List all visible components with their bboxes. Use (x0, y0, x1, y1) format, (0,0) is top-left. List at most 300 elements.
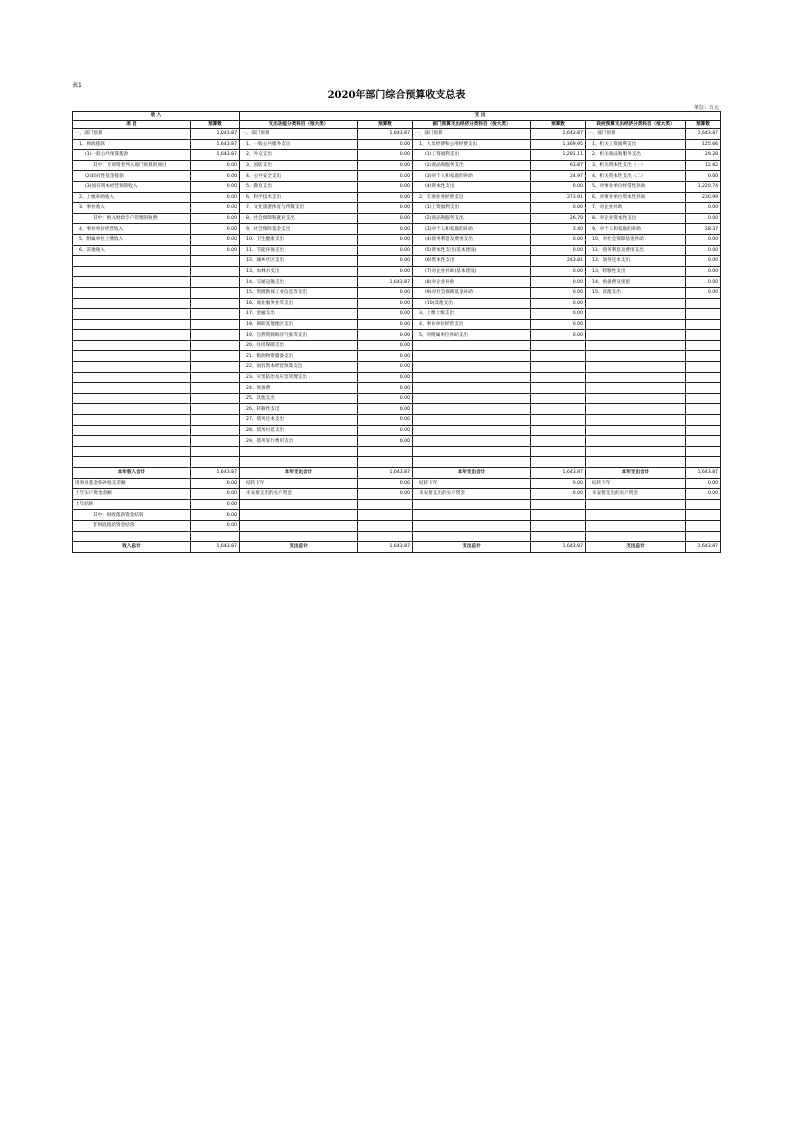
budget-amount-cell: 0.00 (358, 415, 413, 426)
table-row (73, 181, 721, 192)
item-name-cell: 结转下年 (240, 478, 358, 489)
budget-amount-cell: 1,643.87 (191, 139, 240, 150)
budget-amount-cell: 28.37 (686, 224, 721, 235)
budget-amount-cell: 0.00 (358, 298, 413, 309)
budget-amount-cell: 273.91 (531, 192, 586, 203)
item-name-cell: 27、债务还本支出 (240, 415, 358, 426)
item-name-cell: 13、转移性支出 (586, 266, 686, 277)
budget-amount-cell: 0.00 (358, 351, 413, 362)
expense-total-label: 本年支出合计 (413, 468, 531, 479)
item-name-cell: 5、对附属单位补助支出 (413, 330, 531, 341)
budget-amount-cell (191, 436, 240, 447)
budget-amount-cell (686, 436, 721, 447)
item-name-cell (413, 404, 531, 415)
budget-amount-cell: 0.00 (358, 340, 413, 351)
table-row (73, 383, 721, 394)
item-name-cell (586, 298, 686, 309)
budget-amount-cell: 0.00 (191, 171, 240, 182)
budget-amount-cell: 0.00 (358, 393, 413, 404)
item-name-cell: 未安排支出的实户资金 (586, 489, 686, 500)
item-name-cell: 2、外交支出 (240, 150, 358, 161)
table-row (73, 256, 721, 267)
income-grand-total-label: 收入总计 (73, 542, 191, 553)
item-name-cell: 其中：专项资金列入部门预算的项目 (73, 160, 191, 171)
item-name-cell: 23、灾害防治及应急管理支出 (240, 372, 358, 383)
unit-label: 单位：万元 (693, 105, 719, 111)
item-name-cell: 9、对个人和家庭的补助 (586, 224, 686, 235)
budget-amount-cell (686, 510, 721, 521)
item-name-cell: 一、部门预算 (73, 129, 191, 140)
item-name-cell: 15、其他支出 (586, 287, 686, 298)
table-row (73, 351, 721, 362)
item-name-cell: 25、其他支出 (240, 393, 358, 404)
budget-amount-cell: 0.00 (358, 383, 413, 394)
item-name-cell (73, 266, 191, 277)
budget-amount-cell: 0.00 (191, 520, 240, 531)
budget-amount-cell (191, 256, 240, 267)
budget-amount-cell: 0.00 (191, 224, 240, 235)
item-name-cell (413, 383, 531, 394)
item-name-cell: 11、节能环保支出 (240, 245, 358, 256)
item-name-cell (586, 383, 686, 394)
table-row (73, 404, 721, 415)
item-name-cell: 5、教育支出 (240, 181, 358, 192)
budget-amount-cell: 1,220.74 (686, 181, 721, 192)
item-name-cell: 12、债务还本支出 (586, 256, 686, 267)
budget-amount-cell (191, 277, 240, 288)
budget-amount-cell: 0.00 (686, 245, 721, 256)
item-name-cell: 6、科学技术支出 (240, 192, 358, 203)
expense-grand-total-label: 支出总计 (586, 542, 686, 553)
item-name-cell (73, 309, 191, 320)
budget-amount-cell: 0.00 (358, 192, 413, 203)
budget-amount-cell: 243.81 (531, 256, 586, 267)
item-name-cell: 6、其他收入 (73, 245, 191, 256)
budget-amount-cell (531, 340, 586, 351)
item-name-cell (413, 340, 531, 351)
budget-amount-cell: 0.00 (686, 478, 721, 489)
budget-header: 预算数 (191, 120, 240, 129)
budget-amount-cell: 0.00 (358, 203, 413, 214)
item-name-cell (73, 340, 191, 351)
table-row (73, 287, 721, 298)
budget-amount-cell (191, 372, 240, 383)
table-row (73, 510, 721, 521)
item-name-cell: (2)政府性基金拨款 (73, 171, 191, 182)
item-name-cell: 10、卫生健康支出 (240, 234, 358, 245)
budget-amount-cell: 0.00 (358, 362, 413, 373)
budget-amount-cell: 0.00 (531, 330, 586, 341)
budget-amount-cell (686, 298, 721, 309)
item-name-cell: 6、对事业单位资本性补助 (586, 192, 686, 203)
item-name-cell: 未安排支出的实户资金 (240, 489, 358, 500)
item-name-cell: 21、粮油物资储备支出 (240, 351, 358, 362)
item-name-cell: 非财政拨款资金结余 (73, 520, 191, 531)
item-name-cell: 上年结转 (73, 499, 191, 510)
budget-amount-cell: 1,643.87 (531, 129, 586, 140)
item-name-cell: (5)资本性支出(基本建设) (413, 245, 531, 256)
expense-grand-total-label: 支出总计 (413, 542, 531, 553)
table-row (73, 489, 721, 500)
expense-grand-total-value: 1,643.87 (531, 542, 586, 553)
item-name-cell: 上年实户资金余额 (73, 489, 191, 500)
item-name-cell: (9)对社会保障基金补助 (413, 287, 531, 298)
budget-amount-cell: 0.00 (531, 287, 586, 298)
budget-amount-cell: 1,643.87 (358, 277, 413, 288)
item-name-cell (413, 510, 531, 521)
budget-amount-cell: 0.00 (358, 404, 413, 415)
budget-amount-cell: 0.00 (358, 256, 413, 267)
budget-amount-cell (531, 520, 586, 531)
budget-amount-cell: 0.00 (358, 287, 413, 298)
document-title: 2020年部门综合预算收支总表 (327, 90, 466, 101)
budget-amount-cell: 0.00 (358, 478, 413, 489)
budget-amount-cell (531, 383, 586, 394)
expense-total-value: 1,643.87 (358, 468, 413, 479)
item-name-cell: 2、机关商品和服务支出 (586, 150, 686, 161)
table-row (73, 436, 721, 447)
item-name-cell: 3、国防支出 (240, 160, 358, 171)
item-name-cell (73, 372, 191, 383)
budget-amount-cell: 1,643.87 (191, 129, 240, 140)
item-name-cell (73, 415, 191, 426)
budget-amount-cell (191, 330, 240, 341)
item-name-cell (586, 510, 686, 521)
item-name-cell: 20、住房保障支出 (240, 340, 358, 351)
table-row (73, 139, 721, 150)
budget-amount-cell (191, 309, 240, 320)
item-name-cell: 29、债务发行费用支出 (240, 436, 358, 447)
budget-amount-cell (686, 520, 721, 531)
column-header-row (73, 120, 721, 129)
table-row (73, 415, 721, 426)
item-name-cell (586, 436, 686, 447)
item-name-cell (73, 404, 191, 415)
table-row (73, 192, 721, 203)
budget-amount-cell: 0.00 (191, 245, 240, 256)
item-name-cell (73, 256, 191, 267)
item-name-cell: (2)商品和服务支出 (413, 160, 531, 171)
budget-amount-cell: 230.99 (686, 192, 721, 203)
budget-amount-cell: 0.00 (686, 266, 721, 277)
budget-amount-cell: 0.00 (358, 234, 413, 245)
item-name-cell: 2、专项业务经费支出 (413, 192, 531, 203)
budget-amount-cell (531, 415, 586, 426)
budget-amount-cell: 0.00 (686, 213, 721, 224)
budget-amount-cell (191, 415, 240, 426)
budget-amount-cell: 0.00 (531, 319, 586, 330)
budget-amount-cell: 0.00 (358, 171, 413, 182)
blank-row (73, 457, 721, 468)
item-name-cell: 9、社会保险基金支出 (240, 224, 358, 235)
item-name-cell (413, 372, 531, 383)
table-row (73, 393, 721, 404)
table-row (73, 340, 721, 351)
item-name-cell: 一、部门预算 (413, 129, 531, 140)
item-name-cell (413, 425, 531, 436)
item-name-cell: 19、自然资源海洋气象等支出 (240, 330, 358, 341)
budget-amount-cell (686, 351, 721, 362)
budget-amount-cell (358, 520, 413, 531)
item-name-cell: 28、债务付息支出 (240, 425, 358, 436)
budget-amount-cell: 0.00 (531, 245, 586, 256)
budget-amount-cell: 0.00 (191, 510, 240, 521)
budget-amount-cell (191, 319, 240, 330)
budget-amount-cell (686, 319, 721, 330)
table-row (73, 499, 721, 510)
budget-amount-cell (191, 351, 240, 362)
item-name-cell (413, 351, 531, 362)
item-name-cell (73, 393, 191, 404)
item-name-cell: 其中：纳入财政专户管理的收费 (73, 213, 191, 224)
expense-grand-total-value: 1,643.87 (686, 542, 721, 553)
budget-amount-cell: 0.00 (686, 489, 721, 500)
budget-amount-cell: 0.00 (191, 234, 240, 245)
budget-amount-cell (191, 383, 240, 394)
item-name-cell: 结转下年 (413, 478, 531, 489)
table-row (73, 245, 721, 256)
budget-amount-cell: 0.00 (191, 160, 240, 171)
item-header: 项 目 (73, 120, 191, 129)
budget-amount-cell: 0.00 (531, 181, 586, 192)
item-name-cell (586, 404, 686, 415)
table-row (73, 478, 721, 489)
table-row (73, 224, 721, 235)
budget-amount-cell (358, 499, 413, 510)
item-name-cell (240, 510, 358, 521)
item-name-cell: 结转下年 (586, 478, 686, 489)
budget-amount-cell: 0.00 (191, 499, 240, 510)
budget-amount-cell: 0.00 (358, 489, 413, 500)
table-row (73, 266, 721, 277)
item-name-cell (73, 287, 191, 298)
expense-grand-total-label: 支出总计 (240, 542, 358, 553)
item-name-cell: 8、对企业资本性支出 (586, 213, 686, 224)
item-name-cell (73, 277, 191, 288)
item-name-cell (586, 309, 686, 320)
item-name-cell: 用事业基金弥补收支差额 (73, 478, 191, 489)
item-name-cell: 未安排支出的实户资金 (413, 489, 531, 500)
table-row (73, 330, 721, 341)
section-header-row (73, 112, 721, 121)
table-row (73, 372, 721, 383)
item-name-cell: 一、部门预算 (586, 129, 686, 140)
budget-amount-cell: 0.00 (358, 425, 413, 436)
budget-amount-cell: 0.00 (191, 489, 240, 500)
item-name-cell: 14、预备费及预留 (586, 277, 686, 288)
budget-amount-cell: 1,643.87 (191, 150, 240, 161)
budget-amount-cell (531, 436, 586, 447)
table-row (73, 425, 721, 436)
budget-amount-cell: 0.00 (531, 489, 586, 500)
income-total-label: 本年收入合计 (73, 468, 191, 479)
item-name-cell: 18、援助其他地区支出 (240, 319, 358, 330)
item-name-cell: 1、人员经费和公用经费支出 (413, 139, 531, 150)
item-name-cell: 3、上缴上级支出 (413, 309, 531, 320)
budget-amount-cell: 0.00 (686, 256, 721, 267)
expense-grand-total-value: 1,643.87 (358, 542, 413, 553)
item-name-cell: 22、国有资本经营预算支出 (240, 362, 358, 373)
budget-amount-cell: 0.00 (531, 277, 586, 288)
item-name-cell: 5、对事业单位经常性补助 (586, 181, 686, 192)
budget-amount-cell: 0.00 (686, 234, 721, 245)
budget-amount-cell: 3.40 (531, 224, 586, 235)
item-name-cell: 1、一般公共服务支出 (240, 139, 358, 150)
budget-amount-cell: 0.00 (358, 224, 413, 235)
item-name-cell: (3)对个人和家庭的补助 (413, 224, 531, 235)
item-name-cell: 7、对企业补助 (586, 203, 686, 214)
item-name-cell (413, 520, 531, 531)
item-name-cell: 26、转移性支出 (240, 404, 358, 415)
item-name-cell: 4、公共安全支出 (240, 171, 358, 182)
budget-amount-cell (531, 372, 586, 383)
budget-amount-cell (531, 362, 586, 373)
budget-amount-cell (686, 309, 721, 320)
expense-total-value: 1,643.87 (531, 468, 586, 479)
budget-amount-cell (531, 499, 586, 510)
item-name-cell (586, 520, 686, 531)
budget-amount-cell: 0.00 (531, 309, 586, 320)
item-name-cell: (7)对企业补助(基本建设) (413, 266, 531, 277)
item-name-cell: (2)商品和服务支出 (413, 213, 531, 224)
budget-amount-cell (358, 510, 413, 521)
budget-amount-cell (531, 425, 586, 436)
item-name-cell (586, 425, 686, 436)
item-name-cell (586, 351, 686, 362)
expense-total-value: 1,643.87 (686, 468, 721, 479)
item-name-cell: 8、社会保障和就业支出 (240, 213, 358, 224)
item-name-cell (240, 499, 358, 510)
table-row (73, 362, 721, 373)
budget-amount-cell (191, 298, 240, 309)
budget-amount-cell (191, 287, 240, 298)
budget-amount-cell: 0.00 (531, 298, 586, 309)
budget-amount-cell (686, 362, 721, 373)
item-name-cell: 17、金融支出 (240, 309, 358, 320)
budget-amount-cell (531, 351, 586, 362)
budget-amount-cell (686, 404, 721, 415)
budget-amount-cell: 0.00 (191, 192, 240, 203)
annual-total-row (73, 468, 721, 479)
budget-amount-cell: 0.00 (358, 181, 413, 192)
budget-amount-cell: 12.82 (686, 160, 721, 171)
budget-amount-cell: 0.00 (358, 245, 413, 256)
item-name-cell (586, 415, 686, 426)
budget-amount-cell: 0.00 (358, 309, 413, 320)
item-name-cell (586, 393, 686, 404)
table-row (73, 277, 721, 288)
budget-amount-cell: 0.00 (358, 436, 413, 447)
blank-row (73, 446, 721, 457)
income-total-value: 1,643.87 (191, 468, 240, 479)
item-name-cell (73, 425, 191, 436)
expense-total-label: 本年支出合计 (240, 468, 358, 479)
budget-amount-cell (686, 415, 721, 426)
expense-total-label: 本年支出合计 (586, 468, 686, 479)
budget-summary-table (72, 111, 721, 553)
item-name-cell: 5、附属单位上缴收入 (73, 234, 191, 245)
item-name-cell (413, 415, 531, 426)
item-name-cell: 一、部门预算 (240, 129, 358, 140)
item-name-cell: 4、事业单位经营收入 (73, 224, 191, 235)
budget-amount-cell: 0.00 (686, 171, 721, 182)
budget-amount-cell: 0.00 (191, 478, 240, 489)
budget-header: 预算数 (358, 120, 413, 129)
budget-amount-cell: 0.00 (531, 266, 586, 277)
item-name-cell (73, 330, 191, 341)
table-row (73, 160, 721, 171)
item-name-cell: (4)资本性支出 (413, 181, 531, 192)
budget-amount-cell: 1,643.87 (358, 129, 413, 140)
budget-header: 预算数 (686, 120, 721, 129)
table-row (73, 309, 721, 320)
item-name-cell: (6)资本性支出 (413, 256, 531, 267)
item-name-cell: 13、农林水支出 (240, 266, 358, 277)
budget-amount-cell: 1,369.95 (531, 139, 586, 150)
func-class-header: 支出功能分类科目（按大类） (240, 120, 358, 129)
budget-amount-cell: 0.00 (358, 266, 413, 277)
item-name-cell: 4、事业单位经营支出 (413, 319, 531, 330)
item-name-cell (73, 383, 191, 394)
table-row (73, 319, 721, 330)
budget-amount-cell: 125.66 (686, 139, 721, 150)
table-row (73, 213, 721, 224)
expense-section-header: 支 出 (240, 112, 721, 121)
item-name-cell: (1)工资福利支出 (413, 150, 531, 161)
item-name-cell (73, 436, 191, 447)
item-name-cell: 其中：财政拨款资金结转 (73, 510, 191, 521)
budget-amount-cell (686, 393, 721, 404)
budget-amount-cell (531, 393, 586, 404)
budget-amount-cell (686, 372, 721, 383)
blank-row (73, 531, 721, 542)
item-name-cell: 24、预备费 (240, 383, 358, 394)
item-name-cell: (3)国有资本经营预算收入 (73, 181, 191, 192)
item-name-cell: 16、商业服务业等支出 (240, 298, 358, 309)
budget-amount-cell (191, 266, 240, 277)
budget-amount-cell (191, 362, 240, 373)
budget-amount-cell: 0.00 (686, 203, 721, 214)
budget-amount-cell: 0.00 (191, 203, 240, 214)
budget-amount-cell: 0.00 (191, 181, 240, 192)
budget-amount-cell (191, 340, 240, 351)
budget-amount-cell: 0.00 (531, 203, 586, 214)
budget-amount-cell: 0.00 (686, 287, 721, 298)
item-name-cell: (10)其他支出 (413, 298, 531, 309)
income-grand-total-value: 1,643.87 (191, 542, 240, 553)
item-name-cell: 15、资源勘探工业信息等支出 (240, 287, 358, 298)
item-name-cell: 4、机关资本性支出（二） (586, 171, 686, 182)
item-name-cell: (8)对企业补助 (413, 277, 531, 288)
budget-amount-cell: 0.00 (191, 213, 240, 224)
budget-amount-cell: 0.00 (358, 372, 413, 383)
table-row (73, 234, 721, 245)
table-row (73, 171, 721, 182)
item-name-cell: (1)工资福利支出 (413, 203, 531, 214)
budget-amount-cell (191, 404, 240, 415)
budget-amount-cell: 0.00 (686, 277, 721, 288)
budget-amount-cell: 26.70 (531, 213, 586, 224)
item-name-cell: (4)债务利息及费用支出 (413, 234, 531, 245)
table-row (73, 520, 721, 531)
grand-total-row (73, 542, 721, 553)
item-name-cell (586, 372, 686, 383)
budget-amount-cell: 0.00 (358, 150, 413, 161)
budget-amount-cell: 0.00 (531, 234, 586, 245)
table-row (73, 298, 721, 309)
budget-amount-cell (686, 425, 721, 436)
item-name-cell (413, 393, 531, 404)
